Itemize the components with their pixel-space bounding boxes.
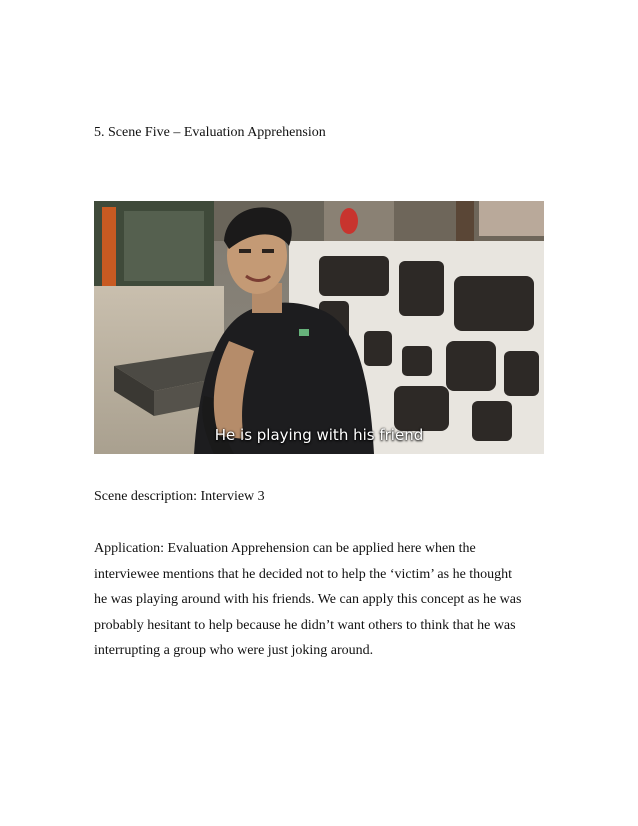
application-paragraph bbox=[94, 536, 546, 664]
interview-photo bbox=[94, 201, 544, 454]
scene-description: Scene description: Interview 3 bbox=[94, 489, 265, 504]
paragraph-line: probably hesitant to help because he didn’t want others to think that he was bbox=[94, 617, 516, 633]
video-subtitle: He is playing with his friend bbox=[214, 426, 424, 444]
section-heading: 5. Scene Five – Evaluation Apprehension bbox=[94, 125, 326, 140]
paragraph-line: interrupting a group who were just joking around. bbox=[94, 643, 374, 658]
paragraph-line: interviewee mentions that he decided not to help the ‘victim’ as he thought bbox=[94, 566, 513, 582]
paragraph-line: he was playing around with his friends. We can apply this concept as he was bbox=[94, 592, 522, 607]
interview-video-still bbox=[94, 201, 544, 454]
paragraph-line: Application: Evaluation Apprehension can be applied here when the bbox=[94, 541, 476, 556]
